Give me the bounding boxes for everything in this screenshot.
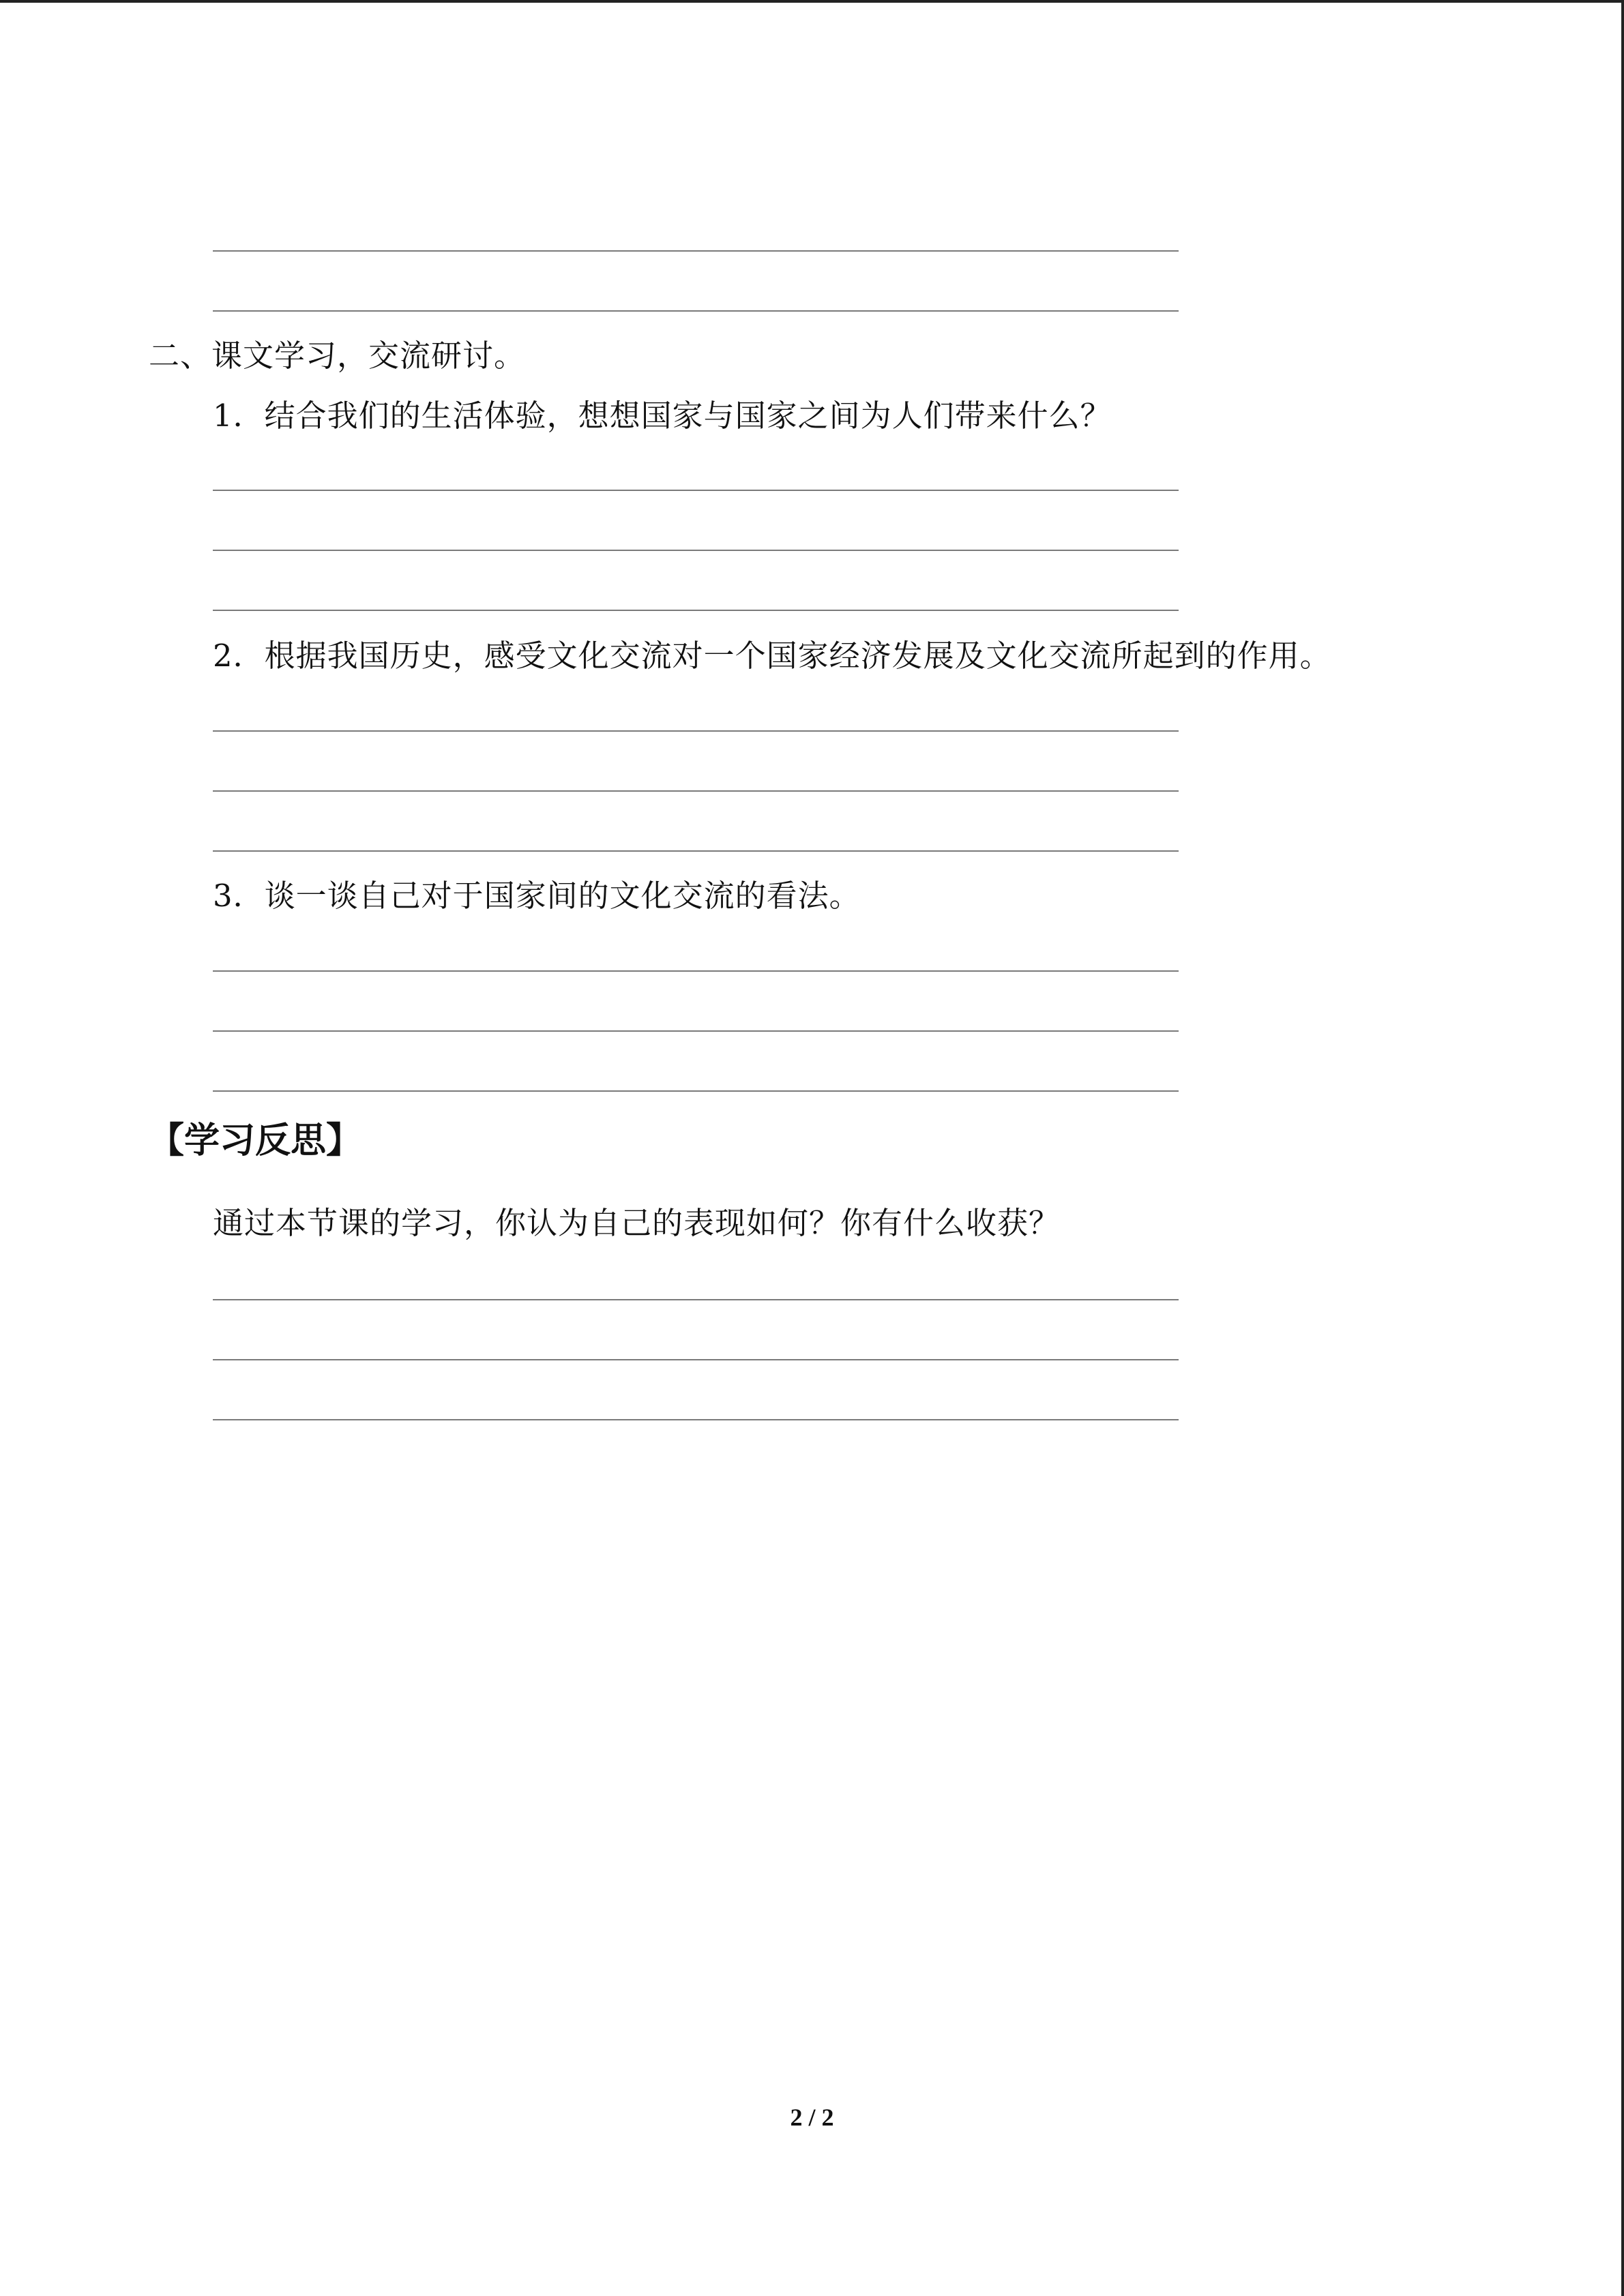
- answer-line[interactable]: [213, 1359, 1179, 1360]
- answer-line[interactable]: [213, 610, 1179, 611]
- question-2: 2．根据我国历史，感受文化交流对一个国家经济发展及文化交流所起到的作用。: [213, 638, 1331, 674]
- page-border-right: [1621, 0, 1624, 2296]
- answer-line[interactable]: [213, 550, 1179, 551]
- answer-line[interactable]: [213, 790, 1179, 792]
- answer-line[interactable]: [213, 850, 1179, 852]
- question-1: 1．结合我们的生活体验，想想国家与国家之间为人们带来什么？: [213, 398, 1112, 434]
- answer-line[interactable]: [213, 1419, 1179, 1420]
- page-border-top: [0, 0, 1624, 3]
- answer-line[interactable]: [213, 970, 1179, 972]
- answer-line[interactable]: [213, 730, 1179, 732]
- answer-line[interactable]: [213, 1090, 1179, 1092]
- answer-line[interactable]: [213, 250, 1179, 252]
- section-two-title: 二、课文学习，交流研讨。: [149, 338, 526, 374]
- reflection-prompt: 通过本节课的学习，你认为自己的表现如何？你有什么收获？: [213, 1205, 1061, 1241]
- answer-line[interactable]: [213, 490, 1179, 491]
- reflection-heading: 【学习反思】: [149, 1120, 362, 1161]
- page-number: 2 / 2: [790, 2104, 834, 2131]
- answer-line[interactable]: [213, 1299, 1179, 1300]
- question-3: 3．谈一谈自己对于国家间的文化交流的看法。: [213, 878, 861, 914]
- answer-line[interactable]: [213, 1030, 1179, 1032]
- answer-line[interactable]: [213, 310, 1179, 312]
